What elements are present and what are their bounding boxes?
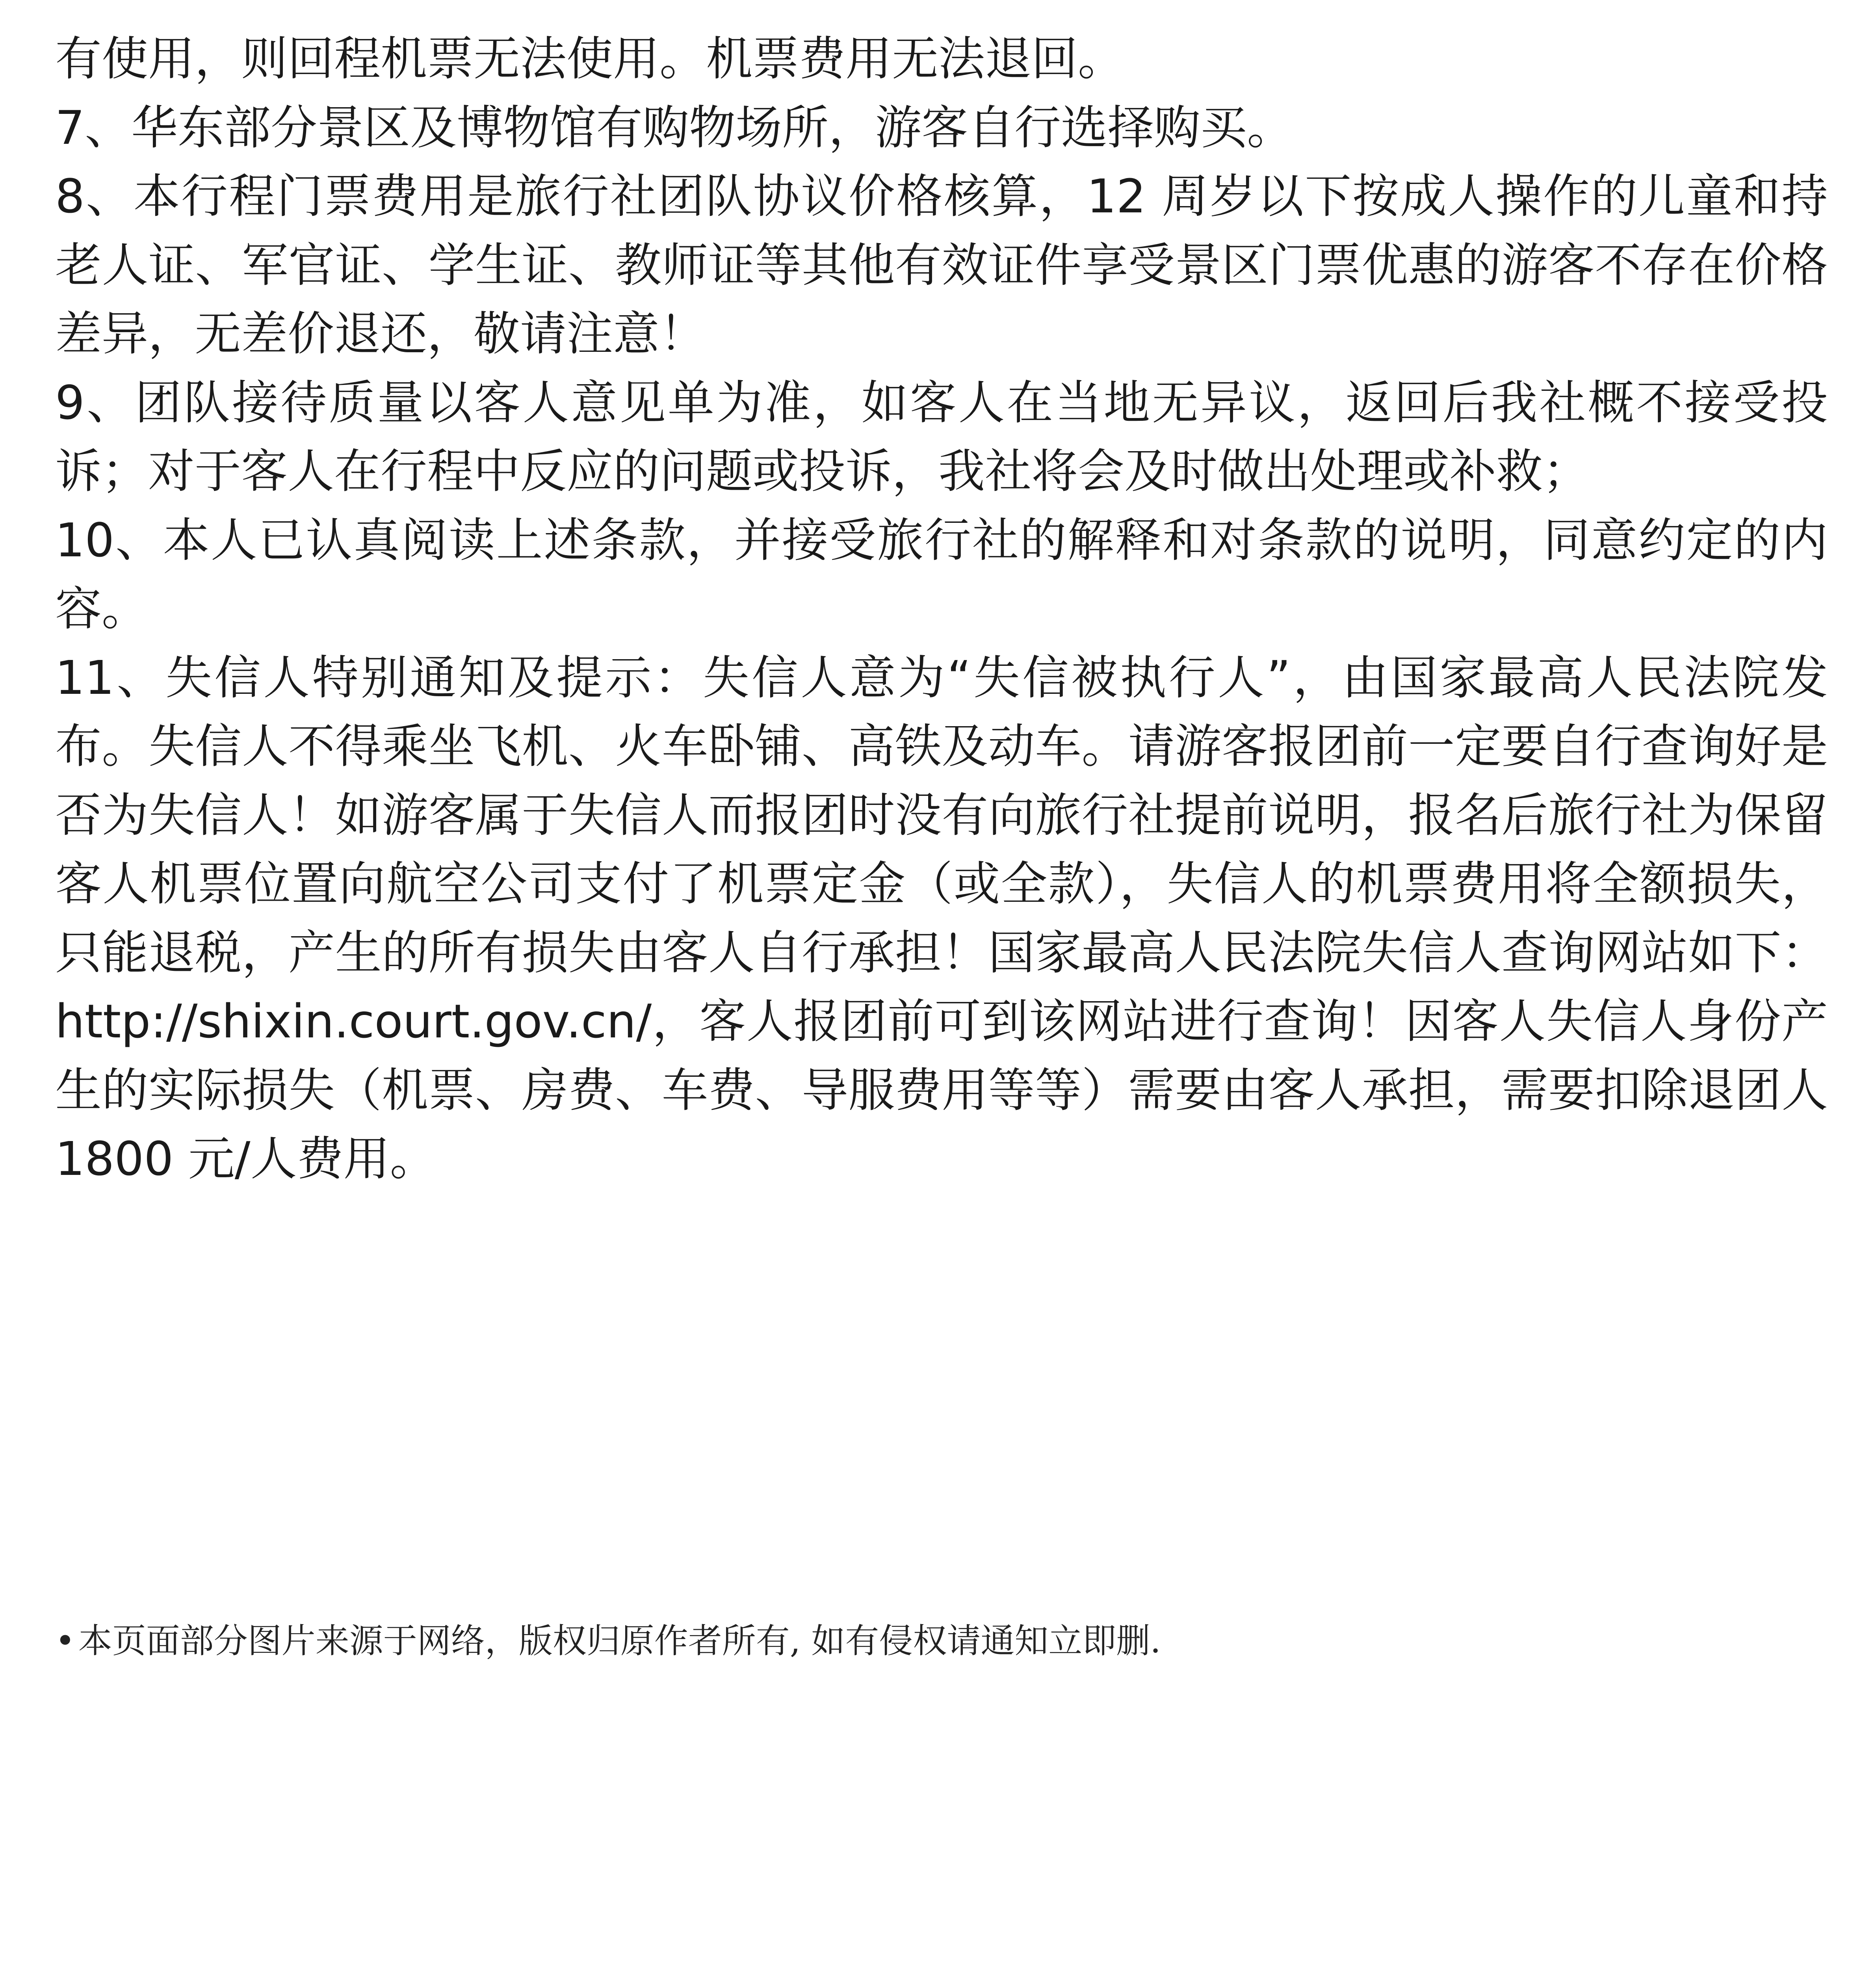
copyright-notice-text: 本页面部分图片来源于网络，版权归原作者所有, 如有侵权请通知立即删. xyxy=(78,1621,1161,1661)
terms-body xyxy=(55,24,1828,1193)
paragraph-item-11: 11、失信人特别通知及提示：失信人意为“失信被执行人”，由国家最高人民法院发布。失信人不得乘坐飞机、火车卧铺、高铁及动车。请游客报团前一定要自行查询好是否为失信人！如游客属于失信人而报团时没有向旅行社提前说明，报名后旅行社为保留客人机票位置向航空公司支付了机票定金（或全款），失信人的机票费用将全额损失，只能退税，产生的所有损失由客人自行承担！国家最高人民法院失信人查询网站如下：http://shixin.court.gov.cn/，客人报团前可到该网站进行查询！因客人失信人身份产生的实际损失（机票、房费、车费、导服费用等等）需要由客人承担，需要扣除退团人 1800 元/人费用。 xyxy=(55,650,1828,1186)
bullet-icon: • xyxy=(55,1621,75,1661)
paragraph-item-9: 9、团队接待质量以客人意见单为准，如客人在当地无异议，返回后我社概不接受投诉；对于客人在行程中反应的问题或投诉，我社将会及时做出处理或补救； xyxy=(55,375,1828,498)
paragraph-item-10: 10、本人已认真阅读上述条款，并接受旅行社的解释和对条款的说明，同意约定的内容。 xyxy=(55,513,1828,636)
paragraph-item-8: 8、本行程门票费用是旅行社团队协议价格核算，12 周岁以下按成人操作的儿童和持老人证、军官证、学生证、教师证等其他有效证件享受景区门票优惠的游客不存在价格差异，无差价退还，敬请注意！ xyxy=(55,169,1828,361)
copyright-notice xyxy=(55,1617,1828,1665)
paragraph-item-7: 7、华东部分景区及博物馆有购物场所，游客自行选择购买。 xyxy=(55,100,1294,155)
paragraph-continued: 有使用，则回程机票无法使用。机票费用无法退回。 xyxy=(55,32,1125,86)
